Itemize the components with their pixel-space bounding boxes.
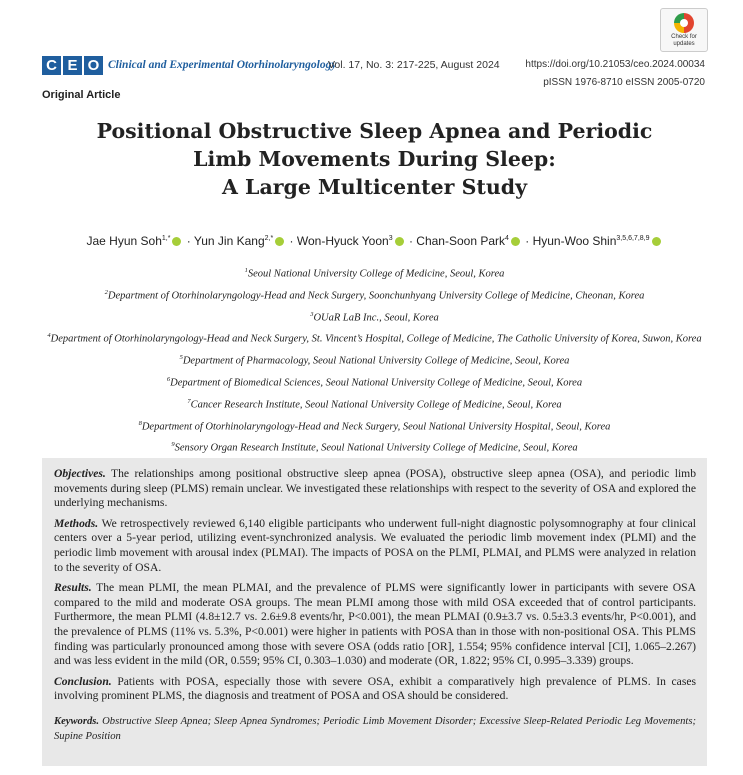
author-name: Yun Jin Kang	[193, 234, 265, 248]
affiliation: $^3$OUaR LaB Inc., Seoul, Korea	[310, 310, 439, 324]
badge-text-2: updates	[673, 41, 695, 47]
orcid-icon[interactable]	[172, 237, 181, 246]
author-sup: 2,*	[264, 235, 274, 242]
affiliation: $^7$Cancer Research Institute, Seoul National University College of Medicine, Seoul, Korea	[187, 397, 562, 411]
check-for-updates-icon	[674, 13, 694, 33]
author-sup: 3	[388, 235, 393, 242]
affiliations	[42, 262, 707, 458]
volume-info: Vol. 17, No. 3: 217-225, August 2024	[328, 59, 500, 71]
journal-logo	[42, 56, 103, 75]
orcid-icon[interactable]	[275, 237, 284, 246]
affiliation: $^8$Department of Otorhinolaryngology-Head and Neck Surgery, Seoul National University Hospital, Seoul, Korea	[138, 419, 611, 433]
abstract-results: Results. The mean PLMI, the mean PLMAI, and the prevalence of PLMS were significantly lower in participants with severe OSA compared to the mild and moderate OSA groups. The mean PLMI among those with mild OSA exceeded that of control participants. Furthermore, the mean PLMI (4.8±12.7 vs. 2.6±9.8 events/hr, P<0.001), the mean PLMAI (0.9±3.7 vs. 0.5±3.3 events/hr, P<0.001), and the prevalence of PLMS (11% vs. 5.3%, P<0.001) were higher in patients with POSA than in those with non-positional OSA. This PLMS finding was particularly pronounced among those with severe OSA (odds ratio [OR], 1.554; 95% confidence interval [CI], 1.065–2.267) and was less evident in the mild (OR, 0.559; 95% CI, 0.303–1.030) and moderate (OR, 1.822; 95% CI, 0.995–3.339) groups.	[54, 581, 696, 668]
affiliation: $^5$Department of Pharmacology, Seoul National University College of Medicine, Seoul, Korea	[179, 354, 570, 367]
author-sup: 4	[505, 235, 509, 242]
title-line: Limb Movements During Sleep:	[193, 147, 556, 171]
author-sup: 1,*	[161, 235, 171, 242]
check-for-updates-badge[interactable]	[660, 8, 708, 52]
affiliation: $^6$Department of Biomedical Sciences, Seoul National University College of Medicine, Seoul, Korea	[166, 375, 583, 389]
author-name: Chan-Soon Park	[416, 234, 505, 248]
doi-link[interactable]: https://doi.org/10.21053/ceo.2024.00034	[525, 59, 705, 70]
author-name: Won-Hyuck Yoon	[296, 234, 389, 248]
issn: pISSN 1976-8710 eISSN 2005-0720	[543, 77, 705, 88]
affiliation: $^9$Sensory Organ Research Institute, Seoul National University College of Medicine, Seoul, Korea	[171, 441, 578, 454]
title-line: Positional Obstructive Sleep Apnea and Periodic	[96, 119, 653, 143]
abstract-conclusion: Conclusion. Patients with POSA, especially those with severe OSA, exhibit a comparatively high prevalence of PLMS. In cases involving prominent PLMS, the diagnosis and treatment of POSA and OSA should be considered.	[54, 674, 696, 703]
author-name: Jae Hyun Soh	[86, 234, 162, 248]
journal-name: Clinical and Experimental Otorhinolaryngology	[108, 59, 337, 71]
orcid-icon[interactable]	[395, 237, 404, 246]
affiliation: $^1$Seoul National University College of Medicine, Seoul, Korea	[244, 267, 505, 280]
article-type: Original Article	[42, 89, 121, 101]
abstract-methods: Methods. We retrospectively reviewed 6,140 eligible participants who underwent full-night diagnostic polysomnography at four clinical centers over a 5-year period, utilizing event-synchronized analysis. We evaluated the periodic limb movement index (PLMI) and the periodic limb movement with arousal index (PLMAI). The impacts of POSA on the PLMI, PLMAI, and PLMS were analyzed in relation to the severity of OSA.	[54, 516, 696, 574]
orcid-icon[interactable]	[652, 237, 661, 246]
affiliation: $^4$Department of Otorhinolaryngology-Head and Neck Surgery, St. Vincent’s Hospital, College of Medicine, The Catholic University of Korea, Suwon, Korea	[47, 332, 702, 345]
affiliation: $^2$Department of Otorhinolaryngology-Head and Neck Surgery, Soonchunhyang University College of Medicine, Cheonan, Korea	[104, 288, 645, 302]
journal-header	[42, 56, 707, 88]
orcid-icon[interactable]	[511, 237, 520, 246]
badge-text-1: Check for	[671, 34, 697, 40]
abstract-objectives: Objectives. The relationships among positional obstructive sleep apnea (POSA), obstructive sleep apnea (OSA), and periodic limb movements during sleep (PLMS) remain unclear. We investigated these relationships with respect to the severity of OSA and explored the underlying mechanisms.	[54, 467, 696, 510]
article-title	[42, 117, 707, 201]
keywords: Keywords. Obstructive Sleep Apnea; Sleep Apnea Syndromes; Periodic Limb Movement Disorder; Excessive Sleep-Related Periodic Leg Movements; Supine Position	[54, 715, 696, 742]
abstract-box	[42, 458, 707, 766]
author-name: Hyun-Woo Shin	[532, 234, 617, 248]
logo-letter: E	[63, 56, 82, 75]
author-list: Jae Hyun Soh$^{1,*}$ · Yun Jin Kang$^{2,*}$ · Won-Hyuck Yoon$^3$ · Chan-Soon Park$^4$ · Hyun-Woo Shin$^{3,5,6,7,8,9}$	[42, 234, 707, 248]
author-sup: 3,5,6,7,8,9	[616, 235, 650, 242]
logo-letter: C	[42, 56, 61, 75]
title-line: A Large Multicenter Study	[222, 175, 527, 199]
logo-letter: O	[84, 56, 103, 75]
